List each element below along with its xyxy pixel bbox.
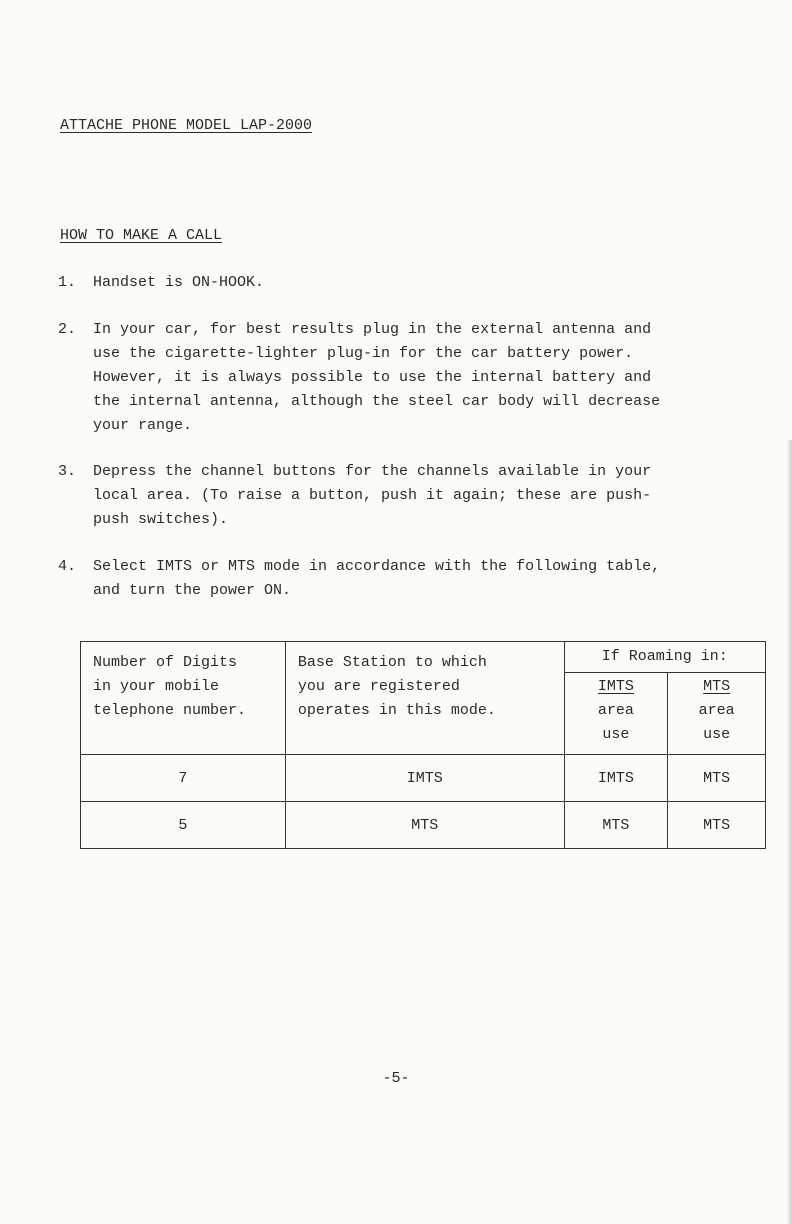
step-3 [58, 460, 713, 532]
step-line: Depress the channel buttons for the channels available in your [93, 463, 652, 480]
cell-mode: IMTS [285, 755, 564, 802]
header-roam-mts: MTS area use [668, 673, 766, 755]
step-4 [58, 555, 713, 603]
step-line: local area. (To raise a button, push it again; these are push- [93, 487, 652, 504]
cell-imts-use: MTS [564, 802, 668, 849]
step-line: push switches). [93, 511, 229, 528]
step-line: Handset is ON-HOOK. [93, 274, 265, 291]
step-line: use the cigarette-lighter plug-in for the car battery power. [93, 345, 634, 362]
step-number: 1. [58, 274, 77, 291]
step-line: your range. [93, 417, 193, 434]
cell-mts-use: MTS [668, 755, 766, 802]
table-row [81, 755, 766, 802]
cell-imts-use: IMTS [564, 755, 668, 802]
header-digits: Number of Digits in your mobile telephone number. [81, 642, 286, 755]
step-line: the internal antenna, although the steel car body will decrease [93, 393, 661, 410]
step-text [93, 555, 713, 603]
step-text [93, 271, 713, 295]
header-roaming: If Roaming in: [564, 642, 765, 673]
section-heading: HOW TO MAKE A CALL [60, 227, 223, 244]
cell-digits: 7 [81, 755, 286, 802]
step-text [93, 318, 713, 438]
document-title: ATTACHE PHONE MODEL LAP-2000 [60, 117, 313, 134]
table-row [81, 802, 766, 849]
step-number: 4. [58, 558, 77, 575]
mode-selection-table [80, 641, 766, 849]
header-base-station: Base Station to which you are registered operates in this mode. [285, 642, 564, 755]
step-line: However, it is always possible to use the internal battery and [93, 369, 652, 386]
step-text [93, 460, 713, 532]
step-line: In your car, for best results plug in the external antenna and [93, 321, 652, 338]
step-1 [58, 271, 713, 295]
step-line: Select IMTS or MTS mode in accordance with the following table, [93, 558, 661, 575]
header-roam-imts: IMTS area use [564, 673, 668, 755]
page-edge-shadow [786, 440, 792, 1224]
cell-mode: MTS [285, 802, 564, 849]
step-number: 2. [58, 321, 77, 338]
page-number: -5- [382, 1070, 410, 1087]
cell-digits: 5 [81, 802, 286, 849]
cell-mts-use: MTS [668, 802, 766, 849]
step-2 [58, 318, 713, 438]
step-number: 3. [58, 463, 77, 480]
step-line: and turn the power ON. [93, 582, 292, 599]
